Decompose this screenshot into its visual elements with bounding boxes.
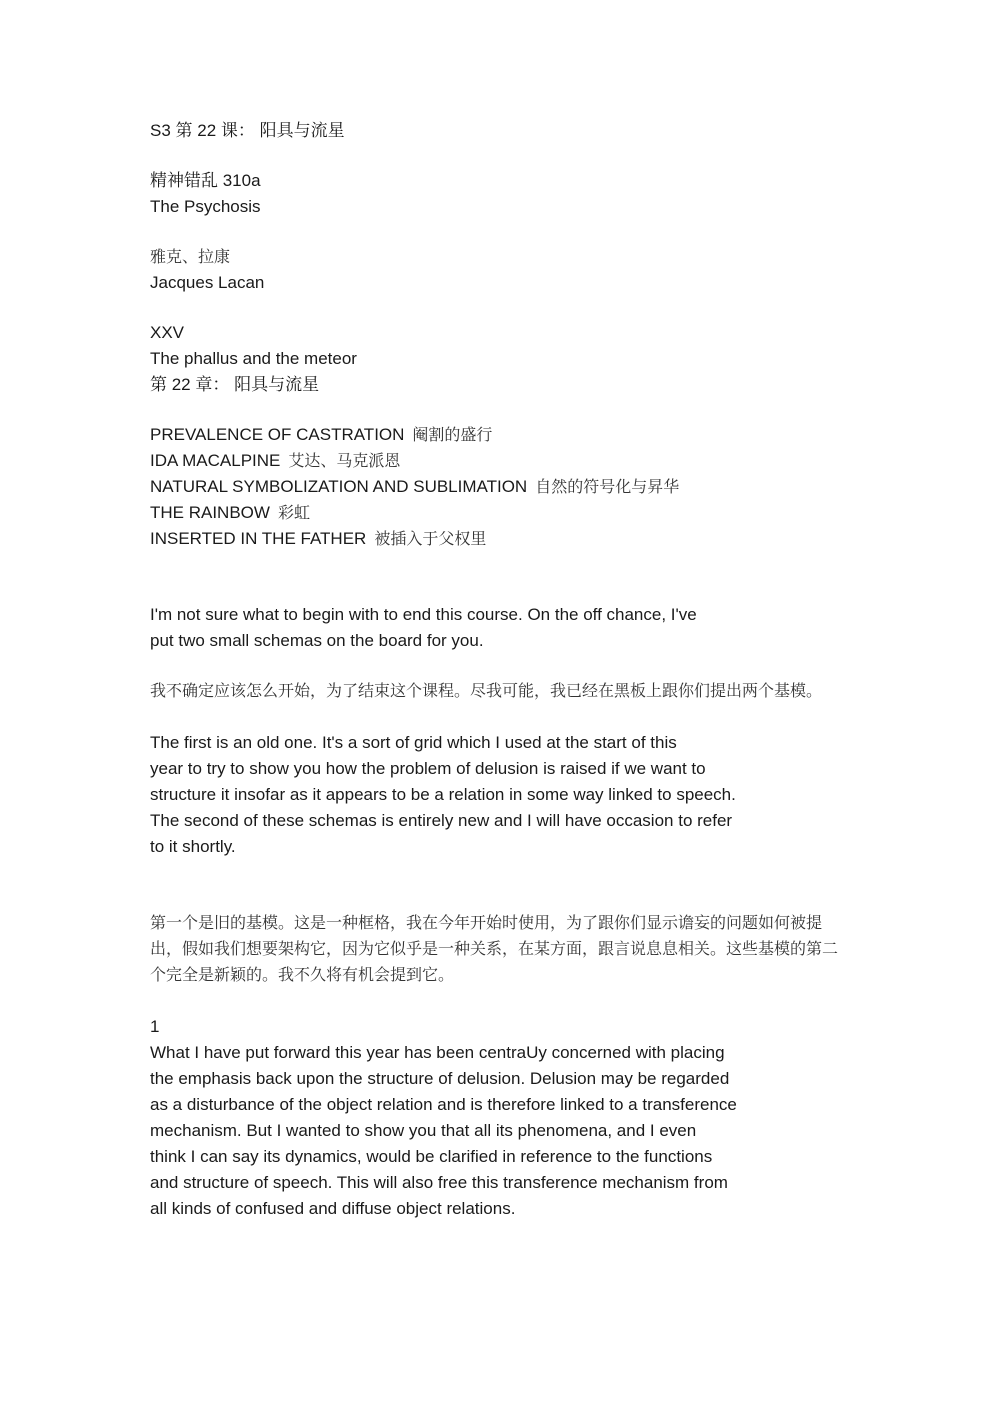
paragraph-1-en <box>150 602 850 654</box>
toc-item-cn: 被插入于父权里 <box>374 529 487 548</box>
chapter-roman: XXV <box>150 323 185 342</box>
paragraph-3-en <box>150 1040 850 1222</box>
paragraph-line: to it shortly. <box>150 837 236 856</box>
book-title-cn: 精神错乱 310a <box>150 171 261 190</box>
paragraph-2-en <box>150 730 850 860</box>
lesson-title: S3 第 22 课： 阳具与流星 <box>150 121 345 140</box>
paragraph-line: structure it insofar as it appears to be a relation in some way linked to speech. <box>150 785 736 804</box>
paragraph-line: put two small schemas on the board for you. <box>150 631 484 650</box>
toc-item-cn: 彩虹 <box>277 503 310 522</box>
paragraph-line: The first is an old one. It's a sort of grid which I used at the start of this <box>150 733 677 752</box>
toc-item-en: NATURAL SYMBOLIZATION AND SUBLIMATION <box>150 477 528 496</box>
author-cn: 雅克、拉康 <box>150 247 231 266</box>
table-of-contents <box>150 422 850 552</box>
toc-item <box>150 422 850 448</box>
paragraph-line: as a disturbance of the object relation and is therefore linked to a transference <box>150 1095 737 1114</box>
paragraph-line: mechanism. But I wanted to show you that all its phenomena, and I even <box>150 1121 697 1140</box>
paragraph-line: year to try to show you how the problem of delusion is raised if we want to <box>150 759 706 778</box>
toc-item <box>150 500 850 526</box>
toc-item <box>150 526 850 552</box>
toc-item <box>150 474 850 500</box>
toc-item-cn: 自然的符号化与昇华 <box>535 477 680 496</box>
book-title-en: The Psychosis <box>150 197 261 216</box>
toc-item-cn: 阉割的盛行 <box>412 425 493 444</box>
toc-item-cn: 艾达、马克派恩 <box>288 451 401 470</box>
paragraph-line: and structure of speech. This will also free this transference mechanism from <box>150 1173 728 1192</box>
paragraph-line: the emphasis back upon the structure of delusion. Delusion may be regarded <box>150 1069 730 1088</box>
author-en: Jacques Lacan <box>150 273 265 292</box>
toc-item-en: INSERTED IN THE FATHER <box>150 529 367 548</box>
toc-item-en: PREVALENCE OF CASTRATION <box>150 425 405 444</box>
paragraph-2-cn: 第一个是旧的基模。这是一种框格，我在今年开始时使用，为了跟你们显示谵妄的问题如何被提出，假如我们想要架构它，因为它似乎是一种关系，在某方面，跟言说息息相关。这些基模的第二个完全是新颖的。我不久将有机会提到它。 <box>150 913 839 984</box>
paragraph-line: The second of these schemas is entirely new and I will have occasion to refer <box>150 811 733 830</box>
chapter-title-en: The phallus and the meteor <box>150 349 357 368</box>
paragraph-line: I'm not sure what to begin with to end this course. On the off chance, I've <box>150 605 697 624</box>
toc-item <box>150 448 850 474</box>
section-number: 1 <box>150 1017 160 1036</box>
toc-item-en: IDA MACALPINE <box>150 451 281 470</box>
paragraph-line: think I can say its dynamics, would be clarified in reference to the functions <box>150 1147 713 1166</box>
document-page <box>150 118 850 1222</box>
paragraph-line: all kinds of confused and diffuse object relations. <box>150 1199 516 1218</box>
paragraph-1-cn: 我不确定应该怎么开始，为了结束这个课程。尽我可能，我已经在黑板上跟你们提出两个基模。 <box>150 681 823 700</box>
toc-item-en: THE RAINBOW <box>150 503 270 522</box>
chapter-title-cn: 第 22 章： 阳具与流星 <box>150 375 320 394</box>
paragraph-line: What I have put forward this year has been centraUy concerned with placing <box>150 1043 725 1062</box>
